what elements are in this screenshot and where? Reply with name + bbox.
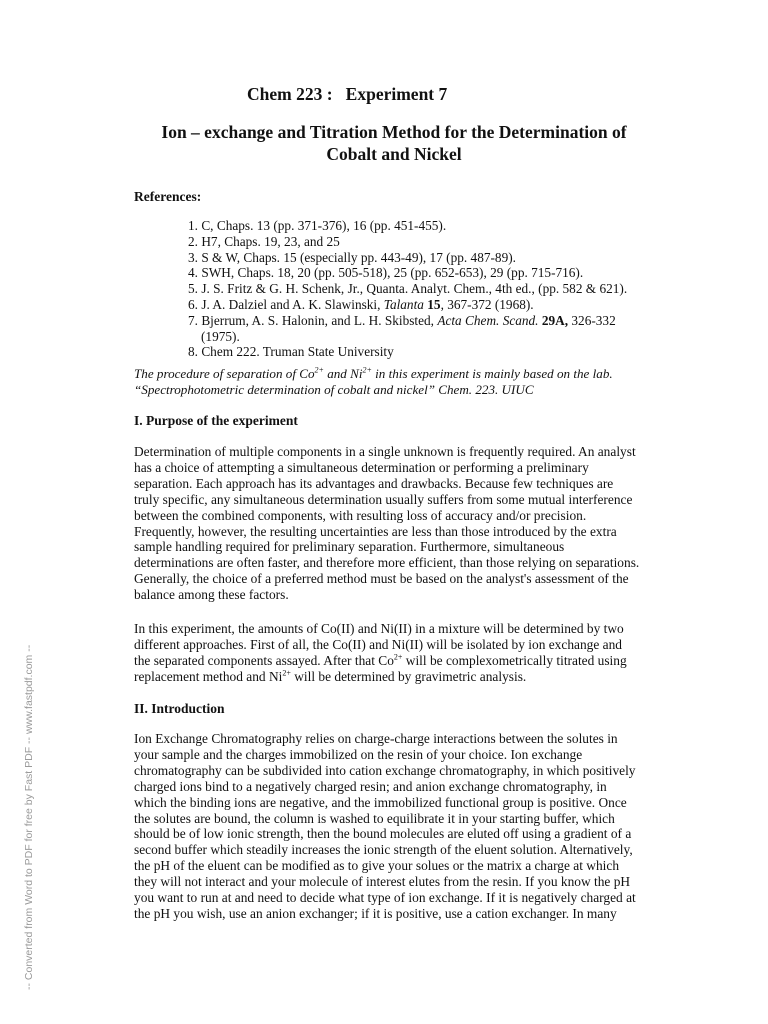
purpose-heading: I. Purpose of the experiment	[134, 413, 298, 428]
reference-item: 3. S & W, Chaps. 15 (especially pp. 443-49), 17 (pp. 487-89).	[188, 249, 516, 265]
reference-item: 8. Chem 222. Truman State University	[188, 344, 394, 360]
document-subtitle	[134, 121, 654, 165]
purpose-paragraph-1: Determination of multiple components in a single unknown is frequently required. An analyst has a choice of attempting a simultaneous determination or performing a preliminary separation. Each approach has its advantages and drawbacks. Because few techniques are truly specific, any simultaneous determination usually suffers from some mutual interference between the combined components, with resulting loss of accuracy and/or precision. Frequently, however, the resulting uncertainties are less than those introduced by the extra sample handling required for preliminary separation. Furthermore, simultaneous determinations are often faster, and therefore more efficient, than those relying on separations. Generally, the choice of a preferred method must be based on the analyst's assessment of the balance among these factors.	[134, 444, 640, 603]
introduction-heading: II. Introduction	[134, 701, 225, 716]
reference-item: 1. C, Chaps. 13 (pp. 371-376), 16 (pp. 451-455).	[188, 218, 447, 233]
reference-item: 2. H7, Chaps. 19, 23, and 25	[188, 233, 340, 249]
reference-item: 5. J. S. Fritz & G. H. Schenk, Jr., Quanta. Analyt. Chem., 4th ed., (pp. 582 & 621).	[188, 281, 628, 297]
subtitle-line-2: Cobalt and Nickel	[326, 144, 462, 164]
subtitle-line-1: Ion – exchange and Titration Method for the Determination of	[161, 122, 627, 142]
references-heading: References:	[134, 189, 202, 204]
procedure-note: The procedure of separation of $Co^{2+}$ and $Ni^{2+}$ in this experiment is mainly based on the lab. “Spectrophotometric determination of cobalt and nickel” Chem. 223. UIUC	[134, 365, 613, 397]
references-list	[188, 218, 688, 360]
purpose-paragraph-2: In this experiment, the amounts of Co(II) and Ni(II) in a mixture will be determined by two different approaches. First of all, the Co(II) and Ni(II) will be isolated by ion exchange and the separated components assayed. After that $Co^{2+}$ will be complexometrically titrated using replacement method and $Ni^{2+}$ will be determined by gravimetric analysis.	[134, 621, 627, 684]
reference-item: 6. J. A. Dalziel and A. K. Slawinski, Talanta 15, 367-372 (1968).	[188, 296, 534, 312]
reference-item: 4. SWH, Chaps. 18, 20 (pp. 505-518), 25 (pp. 652-653), 29 (pp. 715-716).	[188, 265, 584, 281]
converter-watermark: -- Converted from Word to PDF for free by Fast PDF -- www.fastpdf.com --	[23, 644, 35, 990]
document-title: Chem 223 : Experiment 7	[247, 84, 448, 104]
reference-item: 7. Bjerrum, A. S. Halonin, and L. H. Skibsted, Acta Chem. Scand. 29A, 326-332 (1975).	[188, 312, 616, 344]
introduction-paragraph: Ion Exchange Chromatography relies on charge-charge interactions between the solutes in your sample and the charges immobilized on the resin of your choice. Ion exchange chromatography can be subdivided into cation exchange chromatography, in which positively charged ions bind to a negatively charged resin; and anion exchange chromatography, in which the binding ions are negative, and the immobilized functional group is positive. Once the solutes are bound, the column is washed to equilibrate it in your starting buffer, which should be of low ionic strength, then the bound molecules are eluted off using a gradient of a second buffer which steadily increases the ionic strength of the eluent solution. Alternatively, the pH of the eluent can be modified as to give your solues or the matrix a charge at which they will not interact and your molecule of interest elutes from the resin. If you know the pH you want to run at and need to decide what type of ion exchange. If it is negatively charged at the pH you wish, use an anion exchanger; if it is positive, use a cation exchanger. In many	[134, 731, 636, 921]
